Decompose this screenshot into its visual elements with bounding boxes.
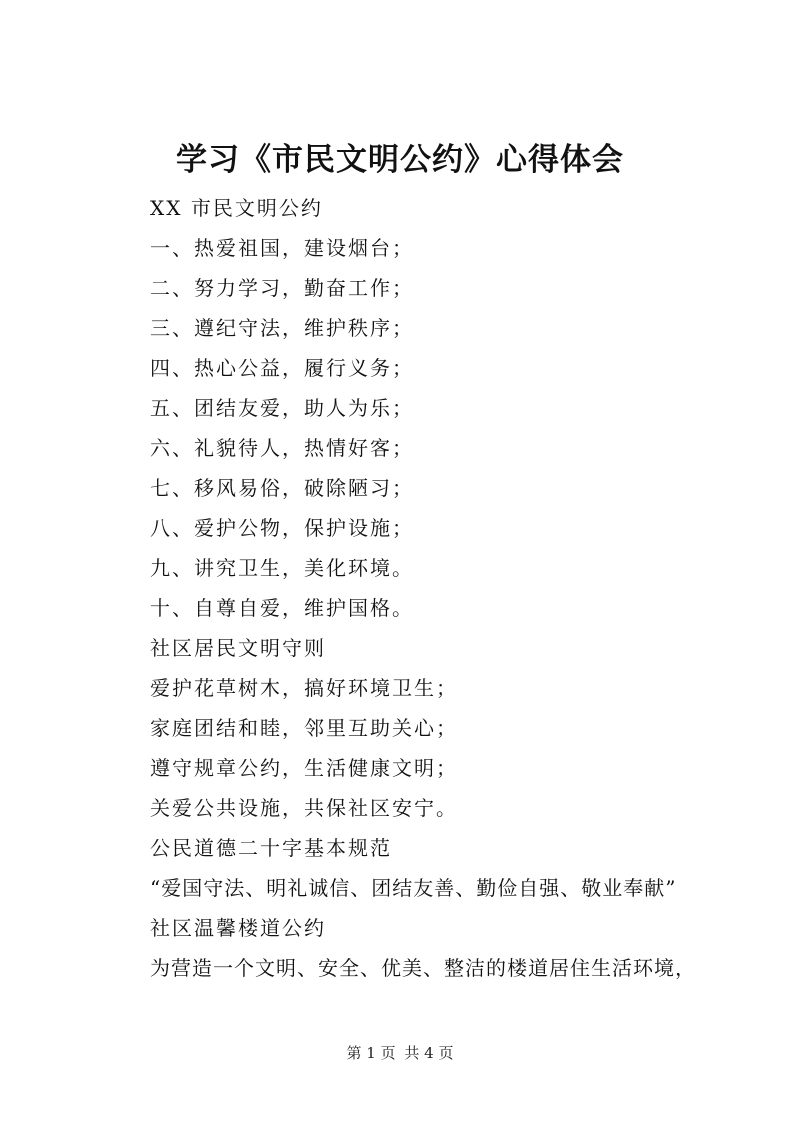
page-footer: [0, 1042, 800, 1064]
body-line: 爱护花草树木，搞好环境卫生；: [150, 676, 458, 700]
body-line: 二、努力学习，勤奋工作；: [150, 276, 414, 300]
quote-line: “爱国守法、明礼诚信、团结友善、勤俭自强、敬业奉献”: [150, 876, 677, 900]
page-total: 共 4 页: [404, 1044, 454, 1062]
section-heading: 社区居民文明守则: [150, 636, 326, 660]
body-line: 家庭团结和睦，邻里互助关心；: [150, 716, 458, 740]
body-line: 一、热爱祖国，建设烟台；: [150, 236, 414, 260]
body-line: 五、团结友爱，助人为乐；: [150, 396, 414, 420]
section-heading: 社区温馨楼道公约: [150, 916, 326, 940]
section-heading: 公民道德二十字基本规范: [150, 836, 392, 860]
body-line: 七、移风易俗，破除陋习；: [150, 476, 414, 500]
page-number: 第 1 页: [346, 1044, 396, 1062]
body-line: 为营造一个文明、安全、优美、整洁的楼道居住生活环境，: [150, 956, 696, 980]
body-line: 四、热心公益，履行义务；: [150, 356, 414, 380]
body-line: 三、遵纪守法，维护秩序；: [150, 316, 414, 340]
body-line: 六、礼貌待人，热情好客；: [150, 436, 414, 460]
body-line: XX 市民文明公约: [150, 196, 323, 220]
body-line: 八、爱护公物，保护设施；: [150, 516, 414, 540]
body-line: 遵守规章公约，生活健康文明；: [150, 756, 458, 780]
document-title: 学习《市民文明公约》心得体会: [176, 142, 624, 178]
body-line: 九、讲究卫生，美化环境。: [150, 556, 414, 580]
body-line: 十、自尊自爱，维护国格。: [150, 596, 414, 620]
document-body: [150, 188, 790, 988]
body-line: 关爱公共设施，共保社区安宁。: [150, 796, 458, 820]
